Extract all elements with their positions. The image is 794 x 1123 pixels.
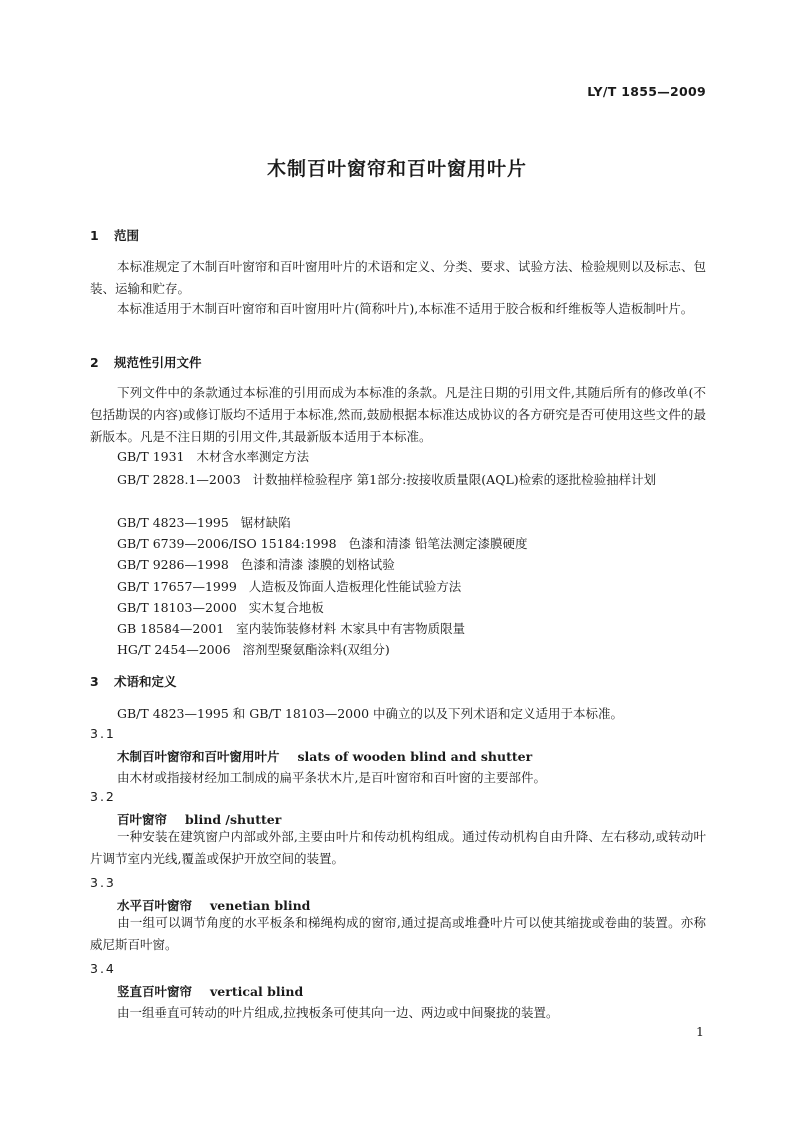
reference-item	[117, 577, 461, 595]
scope-paragraph-1	[90, 256, 706, 300]
reference-code: HG/T 2454—2006	[117, 642, 231, 657]
scope-text-1: 本标准规定了木制百叶窗帘和百叶窗用叶片的术语和定义、分类、要求、试验方法、检验规则以及标志、包装、运输和贮存。	[90, 259, 706, 296]
term-title	[117, 982, 303, 1000]
page-title: 木制百叶窗帘和百叶窗用叶片	[266, 158, 527, 180]
section-heading-terms-and-definitions	[90, 672, 177, 690]
reference-title: 色漆和清漆 铅笔法测定漆膜硬度	[348, 536, 528, 551]
term-definition	[90, 912, 706, 956]
reference-title: 溶剂型聚氨酯涂料(双组分)	[242, 642, 390, 657]
term-zh: 百叶窗帘	[117, 812, 168, 827]
term-definition	[90, 826, 706, 870]
reference-item	[117, 534, 527, 552]
term-definition: 由一组垂直可转动的叶片组成,拉拽板条可使其向一边、两边或中间聚拢的装置。	[117, 1005, 559, 1020]
reference-code: GB 18584—2001	[117, 621, 225, 636]
section-number: 2	[90, 355, 99, 370]
term-zh: 木制百叶窗帘和百叶窗用叶片	[117, 749, 280, 764]
reference-code: GB/T 4823—1995	[117, 515, 229, 530]
reference-item	[117, 513, 291, 531]
reference-title: 计数抽样检验程序 第1部分:按接收质量限(AQL)检索的逐批检验抽样计划	[252, 472, 657, 487]
reference-code: GB/T 9286—1998	[117, 557, 229, 572]
term-zh: 竖直百叶窗帘	[117, 984, 193, 999]
section-heading-scope	[90, 226, 139, 244]
term-en: vertical blind	[210, 984, 304, 999]
reference-code: GB/T 18103—2000	[117, 600, 237, 615]
references-intro-text: 下列文件中的条款通过本标准的引用而成为本标准的条款。凡是注日期的引用文件,其随后所有的修改单(不包括勘误的内容)或修订版均不适用于本标准,然而,鼓励根据本标准达成协议的各方研究是否可使用这些文件的最新版本。凡是不注日期的引用文件,其最新版本适用于本标准。	[90, 385, 706, 444]
term-title	[117, 747, 532, 765]
term-number: 3.2	[90, 789, 116, 804]
reference-title: 木材含水率测定方法	[196, 449, 309, 464]
reference-item	[117, 447, 309, 465]
reference-title: 锯材缺陷	[240, 515, 291, 530]
scope-text-2: 本标准适用于木制百叶窗帘和百叶窗用叶片(简称叶片),本标准不适用于胶合板和纤维板等人造板制叶片。	[117, 301, 694, 316]
term-zh: 水平百叶窗帘	[117, 898, 193, 913]
reference-code: GB/T 2828.1—2003	[117, 472, 241, 487]
reference-item	[117, 598, 324, 616]
terms-intro: GB/T 4823—1995 和 GB/T 18103—2000 中确立的以及下列术语和定义适用于本标准。	[117, 706, 624, 721]
reference-title: 色漆和清漆 漆膜的划格试验	[240, 557, 395, 572]
term-en: blind /shutter	[185, 812, 282, 827]
section-title: 规范性引用文件	[114, 355, 202, 370]
reference-item	[117, 619, 465, 637]
reference-code: GB/T 1931	[117, 449, 185, 464]
reference-code: GB/T 6739—2006/ISO 15184:1998	[117, 536, 337, 551]
reference-title: 实木复合地板	[248, 600, 324, 615]
document-number: LY/T 1855—2009	[587, 84, 706, 99]
reference-code: GB/T 17657—1999	[117, 579, 237, 594]
reference-title: 室内装饰装修材料 木家具中有害物质限量	[236, 621, 466, 636]
reference-item	[117, 555, 395, 573]
section-number: 1	[90, 228, 99, 243]
section-title: 术语和定义	[114, 674, 177, 689]
page-number: 1	[696, 1024, 704, 1039]
section-number: 3	[90, 674, 99, 689]
reference-item	[117, 640, 390, 658]
references-intro	[90, 382, 706, 448]
scope-paragraph-2	[90, 298, 706, 320]
term-en: slats of wooden blind and shutter	[297, 749, 533, 764]
reference-title: 人造板及饰面人造板理化性能试验方法	[248, 579, 462, 594]
section-title: 范围	[114, 228, 140, 243]
term-number: 3.4	[90, 961, 116, 976]
term-definition-text: 一种安装在建筑窗户内部或外部,主要由叶片和传动机构组成。通过传动机构自由升降、左右移动,或转动叶片调节室内光线,覆盖或保护开放空间的装置。	[90, 829, 706, 866]
term-number: 3.1	[90, 726, 116, 741]
reference-item	[90, 469, 706, 491]
term-number: 3.3	[90, 875, 116, 890]
section-heading-normative-references	[90, 353, 202, 371]
term-en: venetian blind	[210, 898, 311, 913]
term-definition-text: 由一组可以调节角度的水平板条和梯绳构成的窗帘,通过提高或堆叠叶片可以使其缩拢或卷曲的装置。亦称威尼斯百叶窗。	[90, 915, 706, 952]
term-definition: 由木材或指接材经加工制成的扁平条状木片,是百叶窗帘和百叶窗的主要部件。	[117, 770, 546, 785]
